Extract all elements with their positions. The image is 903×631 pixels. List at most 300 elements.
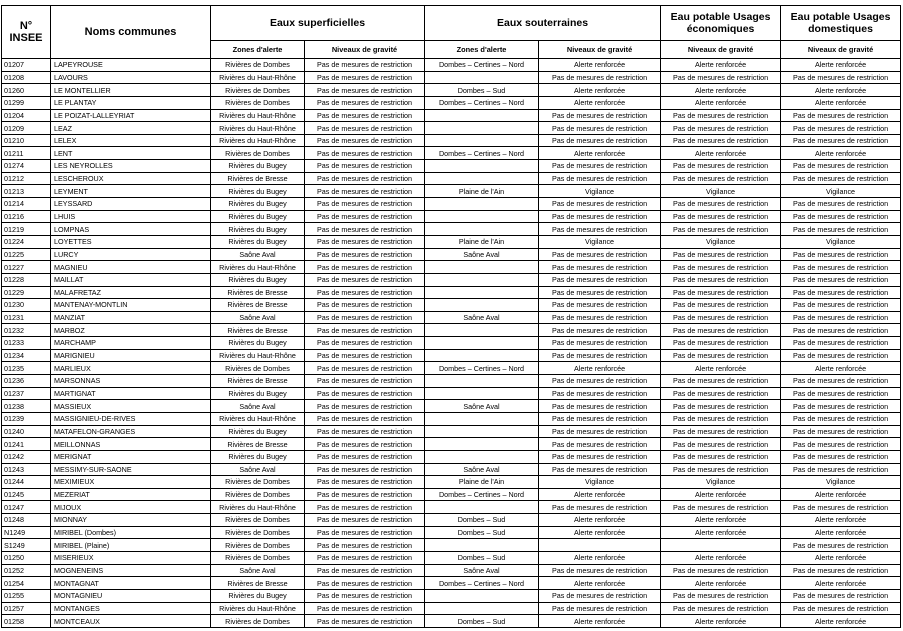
cell-zone-souterraine — [425, 172, 539, 185]
table-row — [2, 109, 901, 122]
cell-zone-superficielle: Rivières du Haut-Rhône — [211, 71, 305, 84]
cell-insee: 01250 — [2, 551, 51, 564]
cell-zone-superficielle: Rivières de Dombes — [211, 551, 305, 564]
cell-zone-souterraine — [425, 387, 539, 400]
cell-niveau-superficielle: Pas de mesures de restriction — [305, 261, 425, 274]
table-row — [2, 589, 901, 602]
cell-commune: MIJOUX — [51, 501, 211, 514]
header-commune: Noms communes — [51, 6, 211, 59]
cell-insee: 01229 — [2, 286, 51, 299]
cell-niveau-souterraine: Pas de mesures de restriction — [539, 160, 661, 173]
cell-niveau-souterraine: Pas de mesures de restriction — [539, 172, 661, 185]
cell-commune: MATAFELON-GRANGES — [51, 425, 211, 438]
cell-niveau-superficielle: Pas de mesures de restriction — [305, 235, 425, 248]
cell-niveau-domestique: Alerte renforcée — [781, 514, 901, 527]
cell-niveau-souterraine: Pas de mesures de restriction — [539, 210, 661, 223]
cell-commune: MARBOZ — [51, 324, 211, 337]
cell-niveau-superficielle: Pas de mesures de restriction — [305, 337, 425, 350]
cell-niveau-economique — [661, 539, 781, 552]
cell-niveau-economique: Pas de mesures de restriction — [661, 223, 781, 236]
cell-niveau-superficielle: Pas de mesures de restriction — [305, 463, 425, 476]
table-row — [2, 539, 901, 552]
header-eaux-souterraines: Eaux souterraines — [425, 6, 661, 41]
table-row — [2, 362, 901, 375]
cell-zone-souterraine — [425, 273, 539, 286]
cell-niveau-economique: Alerte renforcée — [661, 147, 781, 160]
cell-niveau-economique: Pas de mesures de restriction — [661, 71, 781, 84]
cell-zone-souterraine — [425, 286, 539, 299]
cell-niveau-economique: Vigilance — [661, 185, 781, 198]
cell-niveau-economique: Pas de mesures de restriction — [661, 261, 781, 274]
cell-niveau-superficielle: Pas de mesures de restriction — [305, 589, 425, 602]
cell-niveau-souterraine: Pas de mesures de restriction — [539, 387, 661, 400]
cell-niveau-superficielle: Pas de mesures de restriction — [305, 488, 425, 501]
table-row — [2, 223, 901, 236]
cell-niveau-souterraine: Vigilance — [539, 476, 661, 489]
cell-niveau-souterraine: Pas de mesures de restriction — [539, 349, 661, 362]
table-row — [2, 59, 901, 72]
cell-niveau-domestique: Pas de mesures de restriction — [781, 539, 901, 552]
cell-insee: 01228 — [2, 273, 51, 286]
cell-niveau-souterraine: Pas de mesures de restriction — [539, 198, 661, 211]
table-row — [2, 337, 901, 350]
cell-niveau-souterraine: Pas de mesures de restriction — [539, 109, 661, 122]
cell-zone-superficielle: Rivières de Bresse — [211, 299, 305, 312]
table-row — [2, 551, 901, 564]
cell-niveau-domestique: Pas de mesures de restriction — [781, 450, 901, 463]
cell-zone-superficielle: Rivières du Bugey — [211, 223, 305, 236]
cell-insee: 01239 — [2, 412, 51, 425]
cell-zone-superficielle: Rivières du Bugey — [211, 450, 305, 463]
cell-zone-superficielle: Rivières du Bugey — [211, 589, 305, 602]
cell-commune: LAPEYROUSE — [51, 59, 211, 72]
cell-insee: 01238 — [2, 400, 51, 413]
cell-niveau-domestique: Pas de mesures de restriction — [781, 210, 901, 223]
cell-niveau-domestique: Pas de mesures de restriction — [781, 172, 901, 185]
table-row — [2, 425, 901, 438]
cell-zone-souterraine — [425, 198, 539, 211]
table-row — [2, 134, 901, 147]
cell-insee: 01225 — [2, 248, 51, 261]
cell-niveau-souterraine: Pas de mesures de restriction — [539, 463, 661, 476]
cell-insee: 01236 — [2, 375, 51, 388]
cell-niveau-souterraine: Pas de mesures de restriction — [539, 273, 661, 286]
cell-niveau-superficielle: Pas de mesures de restriction — [305, 185, 425, 198]
cell-niveau-souterraine: Pas de mesures de restriction — [539, 299, 661, 312]
cell-commune: MERIGNAT — [51, 450, 211, 463]
cell-commune: LE POIZAT-LALLEYRIAT — [51, 109, 211, 122]
cell-niveau-economique: Alerte renforcée — [661, 488, 781, 501]
cell-niveau-domestique: Alerte renforcée — [781, 551, 901, 564]
cell-niveau-domestique: Pas de mesures de restriction — [781, 261, 901, 274]
cell-zone-souterraine — [425, 337, 539, 350]
cell-commune: MONTANGES — [51, 602, 211, 615]
cell-niveau-economique: Pas de mesures de restriction — [661, 450, 781, 463]
cell-zone-souterraine — [425, 324, 539, 337]
cell-commune: MARSONNAS — [51, 375, 211, 388]
cell-commune: MEXIMIEUX — [51, 476, 211, 489]
table-row — [2, 311, 901, 324]
cell-zone-souterraine: Dombes – Certines – Nord — [425, 96, 539, 109]
table-row — [2, 172, 901, 185]
cell-niveau-economique: Alerte renforcée — [661, 362, 781, 375]
cell-niveau-souterraine: Alerte renforcée — [539, 96, 661, 109]
cell-niveau-superficielle: Pas de mesures de restriction — [305, 526, 425, 539]
cell-niveau-superficielle: Pas de mesures de restriction — [305, 59, 425, 72]
cell-insee: 01243 — [2, 463, 51, 476]
cell-zone-souterraine — [425, 134, 539, 147]
cell-niveau-souterraine: Pas de mesures de restriction — [539, 223, 661, 236]
cell-commune: MEILLONNAS — [51, 438, 211, 451]
cell-niveau-souterraine: Alerte renforcée — [539, 514, 661, 527]
cell-niveau-souterraine: Pas de mesures de restriction — [539, 412, 661, 425]
cell-niveau-souterraine: Alerte renforcée — [539, 526, 661, 539]
cell-insee: 01244 — [2, 476, 51, 489]
table-row — [2, 185, 901, 198]
cell-zone-superficielle: Rivières de Dombes — [211, 488, 305, 501]
cell-niveau-superficielle: Pas de mesures de restriction — [305, 134, 425, 147]
cell-niveau-economique: Pas de mesures de restriction — [661, 273, 781, 286]
cell-commune: MONTAGNIEU — [51, 589, 211, 602]
cell-commune: LOMPNAS — [51, 223, 211, 236]
cell-insee: 01299 — [2, 96, 51, 109]
cell-insee: 01234 — [2, 349, 51, 362]
restriction-table — [1, 5, 901, 628]
cell-zone-souterraine: Saône Aval — [425, 564, 539, 577]
cell-insee: 01240 — [2, 425, 51, 438]
restriction-table-container — [1, 5, 901, 628]
cell-insee: 01252 — [2, 564, 51, 577]
cell-zone-souterraine: Dombes – Certines – Nord — [425, 59, 539, 72]
cell-niveau-domestique: Pas de mesures de restriction — [781, 134, 901, 147]
cell-insee: 01241 — [2, 438, 51, 451]
cell-niveau-economique: Pas de mesures de restriction — [661, 412, 781, 425]
cell-niveau-domestique: Pas de mesures de restriction — [781, 602, 901, 615]
header-eaux-superficielles: Eaux superficielles — [211, 6, 425, 41]
cell-niveau-superficielle: Pas de mesures de restriction — [305, 387, 425, 400]
cell-niveau-economique: Pas de mesures de restriction — [661, 324, 781, 337]
cell-niveau-domestique: Pas de mesures de restriction — [781, 501, 901, 514]
cell-zone-souterraine — [425, 210, 539, 223]
cell-niveau-souterraine: Pas de mesures de restriction — [539, 501, 661, 514]
cell-niveau-economique: Pas de mesures de restriction — [661, 248, 781, 261]
table-row — [2, 349, 901, 362]
table-row — [2, 526, 901, 539]
cell-niveau-superficielle: Pas de mesures de restriction — [305, 349, 425, 362]
cell-niveau-economique: Pas de mesures de restriction — [661, 463, 781, 476]
cell-zone-superficielle: Rivières du Haut-Rhône — [211, 261, 305, 274]
cell-zone-superficielle: Rivières de Bresse — [211, 172, 305, 185]
cell-insee: 01230 — [2, 299, 51, 312]
cell-commune: LEYMENT — [51, 185, 211, 198]
table-row — [2, 438, 901, 451]
cell-zone-superficielle: Saône Aval — [211, 400, 305, 413]
subheader-niveaux-economiques: Niveaux de gravité — [661, 41, 781, 59]
cell-zone-superficielle: Rivières de Dombes — [211, 147, 305, 160]
table-row — [2, 514, 901, 527]
table-row — [2, 400, 901, 413]
cell-insee: 01209 — [2, 122, 51, 135]
table-row — [2, 210, 901, 223]
cell-zone-souterraine: Dombes – Sud — [425, 551, 539, 564]
cell-commune: MEZERIAT — [51, 488, 211, 501]
cell-commune: LENT — [51, 147, 211, 160]
cell-insee: N1249 — [2, 526, 51, 539]
cell-niveau-economique: Pas de mesures de restriction — [661, 387, 781, 400]
cell-zone-souterraine — [425, 71, 539, 84]
cell-niveau-souterraine: Pas de mesures de restriction — [539, 71, 661, 84]
cell-insee: 01212 — [2, 172, 51, 185]
cell-niveau-domestique: Alerte renforcée — [781, 577, 901, 590]
cell-zone-superficielle: Rivières du Haut-Rhône — [211, 122, 305, 135]
cell-niveau-superficielle: Pas de mesures de restriction — [305, 425, 425, 438]
cell-niveau-souterraine: Alerte renforcée — [539, 147, 661, 160]
cell-zone-souterraine: Dombes – Sud — [425, 514, 539, 527]
cell-commune: LES NEYROLLES — [51, 160, 211, 173]
cell-niveau-superficielle: Pas de mesures de restriction — [305, 198, 425, 211]
cell-niveau-economique: Pas de mesures de restriction — [661, 210, 781, 223]
cell-insee: 01213 — [2, 185, 51, 198]
cell-zone-souterraine: Dombes – Certines – Nord — [425, 147, 539, 160]
cell-insee: 01254 — [2, 577, 51, 590]
cell-niveau-economique: Pas de mesures de restriction — [661, 109, 781, 122]
cell-zone-superficielle: Rivières de Dombes — [211, 84, 305, 97]
cell-zone-superficielle: Rivières de Dombes — [211, 539, 305, 552]
cell-niveau-superficielle: Pas de mesures de restriction — [305, 324, 425, 337]
cell-niveau-domestique: Pas de mesures de restriction — [781, 160, 901, 173]
cell-commune: MASSIGNIEU-DE-RIVES — [51, 412, 211, 425]
cell-niveau-souterraine: Pas de mesures de restriction — [539, 286, 661, 299]
cell-niveau-economique: Pas de mesures de restriction — [661, 122, 781, 135]
cell-niveau-souterraine — [539, 539, 661, 552]
cell-zone-superficielle: Rivières du Bugey — [211, 210, 305, 223]
cell-niveau-souterraine: Pas de mesures de restriction — [539, 261, 661, 274]
cell-niveau-domestique: Alerte renforcée — [781, 147, 901, 160]
cell-commune: MARIGNIEU — [51, 349, 211, 362]
cell-insee: 01227 — [2, 261, 51, 274]
table-row — [2, 387, 901, 400]
cell-zone-superficielle: Rivières du Bugey — [211, 425, 305, 438]
cell-zone-superficielle: Rivières de Bresse — [211, 375, 305, 388]
cell-commune: MAILLAT — [51, 273, 211, 286]
subheader-zones-souterraines: Zones d'alerte — [425, 41, 539, 59]
table-row — [2, 615, 901, 628]
cell-commune: MOGNENEINS — [51, 564, 211, 577]
cell-zone-superficielle: Saône Aval — [211, 463, 305, 476]
cell-niveau-superficielle: Pas de mesures de restriction — [305, 223, 425, 236]
cell-zone-souterraine — [425, 375, 539, 388]
table-body — [2, 59, 901, 628]
table-row — [2, 147, 901, 160]
table-row — [2, 577, 901, 590]
cell-zone-souterraine — [425, 160, 539, 173]
cell-zone-superficielle: Rivières de Bresse — [211, 438, 305, 451]
cell-niveau-superficielle: Pas de mesures de restriction — [305, 248, 425, 261]
cell-niveau-superficielle: Pas de mesures de restriction — [305, 375, 425, 388]
cell-niveau-economique: Pas de mesures de restriction — [661, 160, 781, 173]
cell-insee: 01274 — [2, 160, 51, 173]
cell-zone-superficielle: Rivières de Dombes — [211, 514, 305, 527]
table-row — [2, 488, 901, 501]
cell-niveau-domestique: Pas de mesures de restriction — [781, 122, 901, 135]
cell-niveau-souterraine: Pas de mesures de restriction — [539, 450, 661, 463]
cell-zone-souterraine: Dombes – Certines – Nord — [425, 362, 539, 375]
cell-commune: MIRIBEL (Dombes) — [51, 526, 211, 539]
cell-commune: LOYETTES — [51, 235, 211, 248]
cell-niveau-domestique: Pas de mesures de restriction — [781, 349, 901, 362]
cell-zone-souterraine — [425, 122, 539, 135]
cell-zone-superficielle: Rivières du Haut-Rhône — [211, 349, 305, 362]
table-row — [2, 122, 901, 135]
cell-niveau-souterraine: Pas de mesures de restriction — [539, 311, 661, 324]
cell-niveau-domestique: Pas de mesures de restriction — [781, 311, 901, 324]
cell-zone-souterraine: Dombes – Certines – Nord — [425, 577, 539, 590]
cell-niveau-superficielle: Pas de mesures de restriction — [305, 172, 425, 185]
cell-zone-superficielle: Rivières de Bresse — [211, 324, 305, 337]
cell-zone-superficielle: Rivières du Bugey — [211, 273, 305, 286]
cell-insee: 01233 — [2, 337, 51, 350]
header-insee: N° INSEE — [2, 6, 51, 59]
table-row — [2, 248, 901, 261]
cell-insee: 01211 — [2, 147, 51, 160]
cell-zone-superficielle: Rivières du Bugey — [211, 198, 305, 211]
cell-commune: MANTENAY-MONTLIN — [51, 299, 211, 312]
subheader-zones-superficielles: Zones d'alerte — [211, 41, 305, 59]
table-row — [2, 261, 901, 274]
cell-insee: 01214 — [2, 198, 51, 211]
cell-commune: LHUIS — [51, 210, 211, 223]
cell-insee: 01210 — [2, 134, 51, 147]
table-row — [2, 564, 901, 577]
cell-niveau-superficielle: Pas de mesures de restriction — [305, 147, 425, 160]
header-eau-potable-economiques: Eau potable Usages économiques — [661, 6, 781, 41]
cell-insee: 01248 — [2, 514, 51, 527]
cell-niveau-economique: Pas de mesures de restriction — [661, 198, 781, 211]
cell-niveau-superficielle: Pas de mesures de restriction — [305, 400, 425, 413]
cell-niveau-superficielle: Pas de mesures de restriction — [305, 273, 425, 286]
cell-niveau-economique: Alerte renforcée — [661, 84, 781, 97]
cell-niveau-souterraine: Alerte renforcée — [539, 615, 661, 628]
cell-insee: 01245 — [2, 488, 51, 501]
cell-commune: LESCHEROUX — [51, 172, 211, 185]
cell-niveau-domestique: Pas de mesures de restriction — [781, 109, 901, 122]
cell-niveau-economique: Pas de mesures de restriction — [661, 286, 781, 299]
cell-niveau-domestique: Alerte renforcée — [781, 96, 901, 109]
cell-commune: MARTIGNAT — [51, 387, 211, 400]
table-row — [2, 476, 901, 489]
cell-niveau-domestique: Alerte renforcée — [781, 59, 901, 72]
cell-zone-superficielle: Rivières de Dombes — [211, 96, 305, 109]
table-row — [2, 96, 901, 109]
cell-niveau-economique: Pas de mesures de restriction — [661, 602, 781, 615]
cell-niveau-superficielle: Pas de mesures de restriction — [305, 299, 425, 312]
cell-niveau-souterraine: Pas de mesures de restriction — [539, 134, 661, 147]
cell-zone-souterraine: Saône Aval — [425, 463, 539, 476]
cell-zone-superficielle: Rivières du Bugey — [211, 387, 305, 400]
cell-zone-souterraine: Dombes – Certines – Nord — [425, 488, 539, 501]
cell-zone-superficielle: Rivières de Dombes — [211, 526, 305, 539]
cell-niveau-souterraine: Pas de mesures de restriction — [539, 589, 661, 602]
cell-niveau-superficielle: Pas de mesures de restriction — [305, 96, 425, 109]
cell-zone-souterraine — [425, 539, 539, 552]
cell-niveau-domestique: Alerte renforcée — [781, 526, 901, 539]
cell-commune: MARLIEUX — [51, 362, 211, 375]
cell-niveau-economique: Vigilance — [661, 476, 781, 489]
cell-insee: 01255 — [2, 589, 51, 602]
cell-niveau-domestique: Pas de mesures de restriction — [781, 400, 901, 413]
cell-niveau-superficielle: Pas de mesures de restriction — [305, 615, 425, 628]
table-row — [2, 84, 901, 97]
cell-commune: MALAFRETAZ — [51, 286, 211, 299]
cell-insee: 01224 — [2, 235, 51, 248]
cell-zone-superficielle: Rivières de Dombes — [211, 476, 305, 489]
cell-zone-souterraine: Saône Aval — [425, 248, 539, 261]
cell-commune: MANZIAT — [51, 311, 211, 324]
cell-niveau-domestique: Pas de mesures de restriction — [781, 299, 901, 312]
cell-commune: LAVOURS — [51, 71, 211, 84]
cell-zone-superficielle: Saône Aval — [211, 311, 305, 324]
table-row — [2, 450, 901, 463]
cell-zone-superficielle: Rivières du Bugey — [211, 185, 305, 198]
cell-zone-souterraine — [425, 261, 539, 274]
cell-zone-souterraine: Saône Aval — [425, 400, 539, 413]
cell-zone-superficielle: Rivières du Haut-Rhône — [211, 602, 305, 615]
cell-niveau-economique: Alerte renforcée — [661, 615, 781, 628]
cell-zone-superficielle: Rivières de Bresse — [211, 286, 305, 299]
cell-niveau-superficielle: Pas de mesures de restriction — [305, 476, 425, 489]
cell-niveau-souterraine: Pas de mesures de restriction — [539, 248, 661, 261]
cell-insee: 01235 — [2, 362, 51, 375]
cell-niveau-economique: Pas de mesures de restriction — [661, 311, 781, 324]
cell-niveau-superficielle: Pas de mesures de restriction — [305, 286, 425, 299]
cell-insee: 01232 — [2, 324, 51, 337]
cell-niveau-souterraine: Pas de mesures de restriction — [539, 438, 661, 451]
cell-niveau-domestique: Pas de mesures de restriction — [781, 412, 901, 425]
cell-niveau-economique: Pas de mesures de restriction — [661, 134, 781, 147]
cell-niveau-domestique: Pas de mesures de restriction — [781, 198, 901, 211]
cell-insee: 01247 — [2, 501, 51, 514]
cell-insee: 01231 — [2, 311, 51, 324]
cell-niveau-superficielle: Pas de mesures de restriction — [305, 514, 425, 527]
cell-commune: LE MONTELLIER — [51, 84, 211, 97]
cell-niveau-superficielle: Pas de mesures de restriction — [305, 311, 425, 324]
cell-niveau-souterraine: Pas de mesures de restriction — [539, 425, 661, 438]
cell-commune: MARCHAMP — [51, 337, 211, 350]
cell-zone-superficielle: Rivières de Bresse — [211, 577, 305, 590]
cell-commune: MONTCEAUX — [51, 615, 211, 628]
cell-niveau-domestique: Pas de mesures de restriction — [781, 273, 901, 286]
cell-niveau-economique: Alerte renforcée — [661, 96, 781, 109]
cell-niveau-souterraine: Pas de mesures de restriction — [539, 375, 661, 388]
cell-zone-souterraine: Saône Aval — [425, 311, 539, 324]
cell-niveau-superficielle: Pas de mesures de restriction — [305, 362, 425, 375]
cell-zone-superficielle: Saône Aval — [211, 564, 305, 577]
cell-niveau-superficielle: Pas de mesures de restriction — [305, 210, 425, 223]
cell-niveau-domestique: Pas de mesures de restriction — [781, 438, 901, 451]
cell-zone-souterraine: Plaine de l'Ain — [425, 185, 539, 198]
cell-zone-superficielle: Rivières du Haut-Rhône — [211, 501, 305, 514]
cell-niveau-souterraine: Alerte renforcée — [539, 577, 661, 590]
cell-insee: 01258 — [2, 615, 51, 628]
cell-niveau-superficielle: Pas de mesures de restriction — [305, 501, 425, 514]
table-row — [2, 299, 901, 312]
cell-niveau-superficielle: Pas de mesures de restriction — [305, 450, 425, 463]
cell-niveau-domestique: Pas de mesures de restriction — [781, 324, 901, 337]
table-row — [2, 160, 901, 173]
cell-niveau-domestique: Pas de mesures de restriction — [781, 337, 901, 350]
table-row — [2, 198, 901, 211]
cell-niveau-souterraine: Pas de mesures de restriction — [539, 400, 661, 413]
